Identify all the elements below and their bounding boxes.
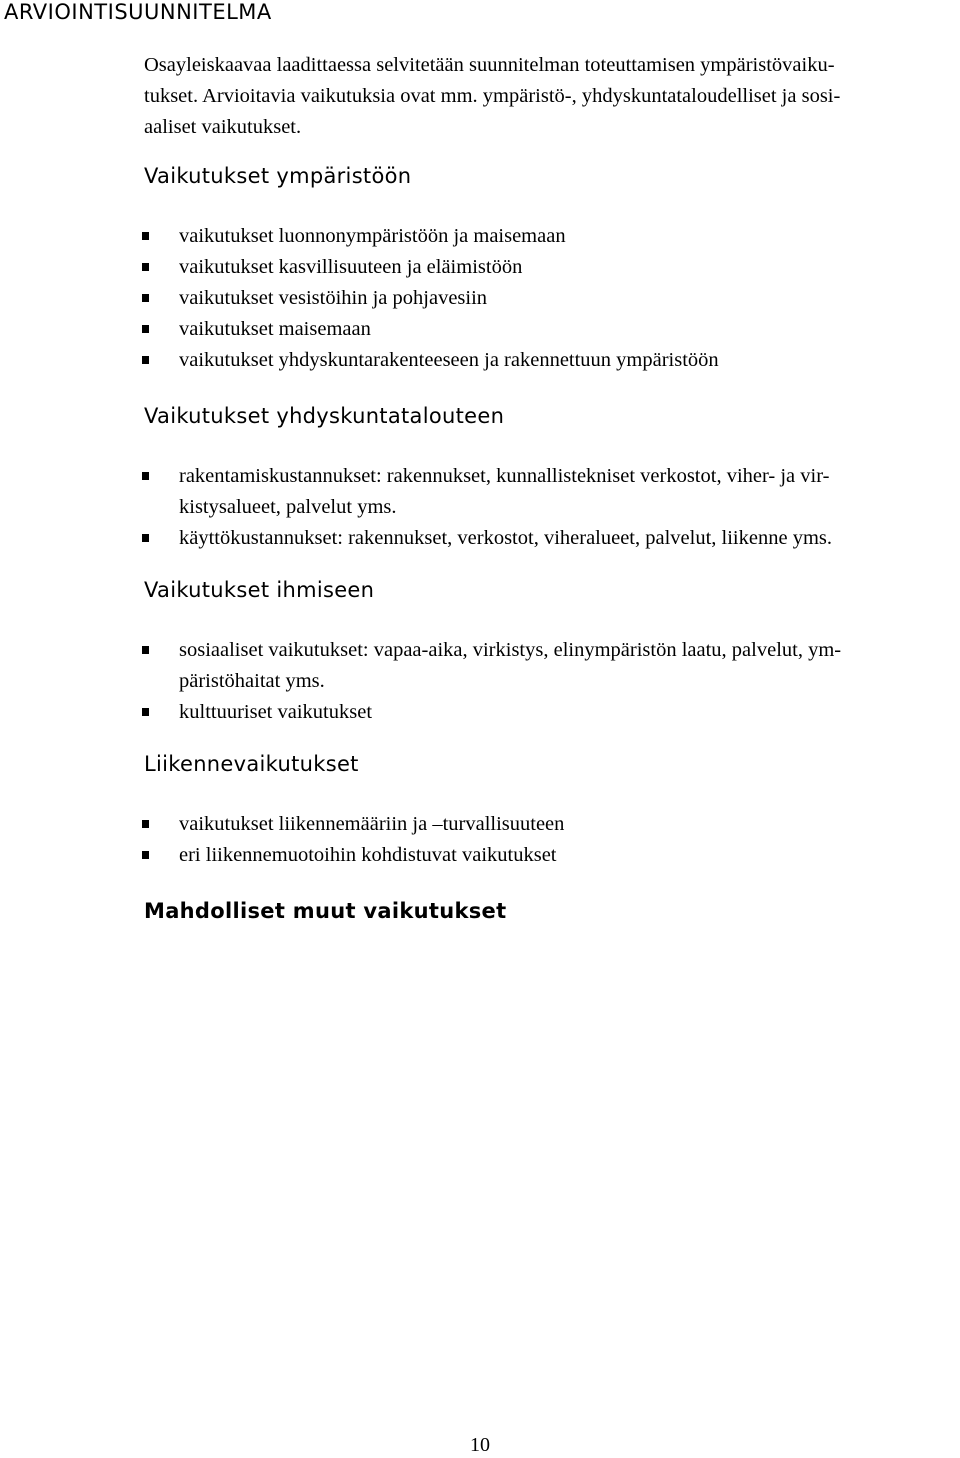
- list-item: vaikutukset vesistöihin ja pohjavesiin: [0, 283, 960, 314]
- intro-line: Osayleiskaavaa laadittaessa selvitetään suunnitelman toteuttamisen ympäristövaiku-: [144, 54, 835, 76]
- bullet-square-icon: [142, 820, 149, 828]
- bullet-square-icon: [142, 263, 149, 271]
- bullet-list-people: [0, 635, 960, 728]
- bullet-list-traffic: [0, 809, 960, 871]
- bullet-square-icon: [142, 851, 149, 859]
- intro-line: tukset. Arvioitavia vaikutuksia ovat mm. ympäristö-, yhdyskuntataloudelliset ja sosi-: [144, 85, 841, 107]
- list-item: vaikutukset yhdyskuntarakenteeseen ja rakennettuun ympäristöön: [0, 345, 960, 376]
- document-title: ARVIOINTISUUNNITELMA: [4, 0, 272, 24]
- section-heading-other: Mahdolliset muut vaikutukset: [144, 899, 507, 923]
- list-item: vaikutukset kasvillisuuteen ja eläimistöön: [0, 252, 960, 283]
- bullet-square-icon: [142, 232, 149, 240]
- bullet-square-icon: [142, 356, 149, 364]
- list-item: rakentamiskustannukset: rakennukset, kunnallistekniset verkostot, viher- ja vir- kistysalueet, palvelut yms.: [0, 461, 960, 523]
- bullet-square-icon: [142, 646, 149, 654]
- intro-line: aaliset vaikutukset.: [144, 116, 302, 138]
- bullet-list-environment: [0, 221, 960, 376]
- list-item: vaikutukset liikennemääriin ja –turvallisuuteen: [0, 809, 960, 840]
- section-heading-environment: Vaikutukset ympäristöön: [144, 164, 412, 188]
- list-item: eri liikennemuotoihin kohdistuvat vaikutukset: [0, 840, 960, 871]
- list-item: vaikutukset maisemaan: [0, 314, 960, 345]
- bullet-square-icon: [142, 708, 149, 716]
- bullet-square-icon: [142, 294, 149, 302]
- section-heading-people: Vaikutukset ihmiseen: [144, 578, 375, 602]
- bullet-list-economy: [0, 461, 960, 554]
- bullet-square-icon: [142, 534, 149, 542]
- list-item: sosiaaliset vaikutukset: vapaa-aika, virkistys, elinympäristön laatu, palvelut, ym- päristöhaitat yms.: [0, 635, 960, 697]
- bullet-square-icon: [142, 472, 149, 480]
- section-heading-economy: Vaikutukset yhdyskuntatalouteen: [144, 404, 505, 428]
- list-item: kulttuuriset vaikutukset: [0, 697, 960, 728]
- list-item: käyttökustannukset: rakennukset, verkostot, viheralueet, palvelut, liikenne yms.: [0, 523, 960, 554]
- list-item: vaikutukset luonnonympäristöön ja maisemaan: [0, 221, 960, 252]
- page-number: 10: [470, 1434, 490, 1456]
- bullet-square-icon: [142, 325, 149, 333]
- section-heading-traffic: Liikennevaikutukset: [144, 752, 359, 776]
- intro-paragraph: [144, 50, 956, 143]
